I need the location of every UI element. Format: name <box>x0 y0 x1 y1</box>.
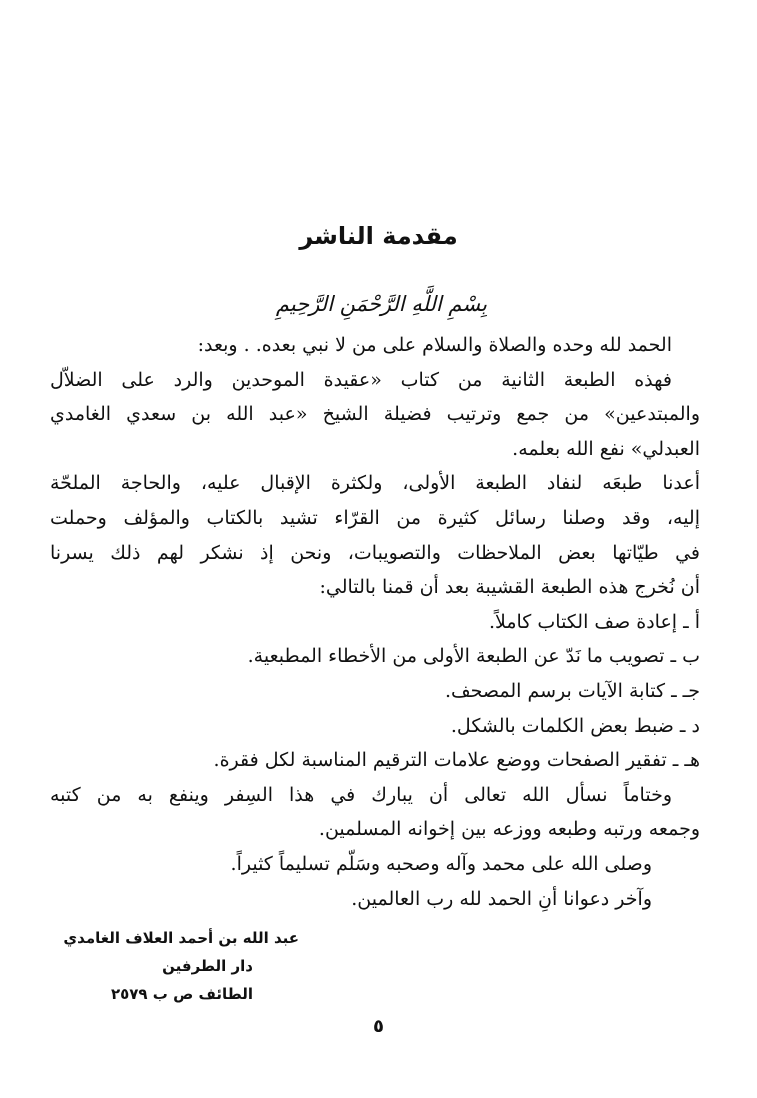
paragraph-line: العبدلي» نفع الله بعلمه. <box>512 437 700 460</box>
list-item: هـ ـ تفقير الصفحات ووضع علامات الترقيم المناسبة لكل فقرة. <box>213 749 700 772</box>
paragraph-line: وصلى الله على محمد وآله وصحبه وسَلّم تسليماً كثيراً. <box>230 852 652 875</box>
paragraph-line: في طيّاتها بعض الملاحظات والتصويبات، ونحن إذ نشكر لهم ذلك يسرنا <box>50 541 700 564</box>
paragraph-line: وآخر دعوانا أنِ الحمد لله رب العالمين. <box>351 887 652 910</box>
list-item: أ ـ إعادة صف الكتاب كاملاً. <box>488 610 700 633</box>
page-number: ٥ <box>373 1016 384 1037</box>
list-item: د ـ ضبط بعض الكلمات بالشكل. <box>450 714 700 737</box>
paragraph-line: وجمعه ورتبه وطبعه ووزعه بين إخوانه المسلمين. <box>318 818 700 841</box>
publisher-name: دار الطرفين <box>162 957 253 975</box>
preface-body <box>50 328 700 916</box>
paragraph-line: الحمد لله وحده والصلاة والسلام على من لا نبي بعده. . وبعد: <box>197 334 672 356</box>
signature-block <box>63 924 299 1008</box>
paragraph-line: أعدنا طبعَه لنفاد الطبعة الأولى، ولكثرة الإقبال عليه، والحاجة الملحّة <box>50 472 700 495</box>
publisher-address: الطائف ص ب ٢٥٧٩ <box>110 985 253 1003</box>
paragraph-line: فهذه الطبعة الثانية من كتاب «عقيدة الموحدين والرد على الضلاّل <box>50 368 672 391</box>
page-title: مقدمة الناشر <box>299 222 458 250</box>
paragraph-line: إليه، وقد وصلنا رسائل كثيرة من القرّاء تشيد بالكتاب والمؤلف وحملت <box>50 506 700 529</box>
paragraph-line: أن نُخرج هذه الطبعة القشيبة بعد أن قمنا بالتالي: <box>319 576 700 599</box>
paragraph-line: وختاماً نسأل الله تعالى أن يبارك في هذا السِفر وينفع به من كتبه <box>50 783 672 806</box>
list-item: ب ـ تصويب ما نَدّ عن الطبعة الأولى من الأخطاء المطبعية. <box>247 645 700 668</box>
paragraph-line: والمبتدعين» من جمع وترتيب فضيلة الشيخ «عبد الله بن سعدي الغامدي <box>50 403 700 426</box>
signature-name: عبد الله بن أحمد العلاف الغامدي <box>63 929 299 947</box>
list-item: جـ ـ كتابة الآيات برسم المصحف. <box>444 679 700 702</box>
basmala: بِسْمِ اللَّهِ الرَّحْمَنِ الرَّحِيمِ <box>275 292 487 316</box>
